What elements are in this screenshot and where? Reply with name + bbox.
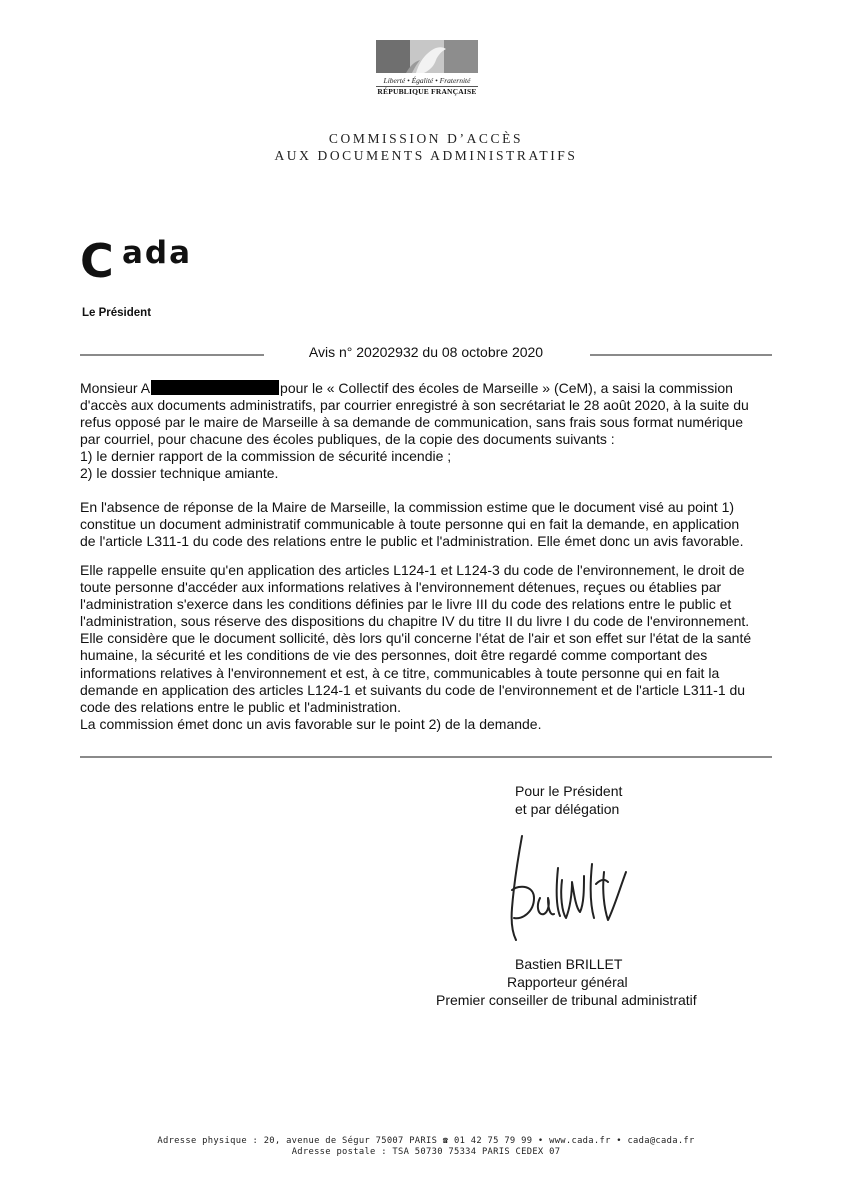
paragraph-2-line: constitue un document administratif communicable à toute personne qui en fait la demande, en application [80, 516, 740, 533]
paragraph-1-line: d'accès aux documents administratifs, par courrier enregistré à son secrétariat le 28 août 2020, à la suite du [80, 397, 749, 414]
footer-postal-address: Adresse postale : TSA 50730 75334 PARIS CEDEX 07 [291, 1147, 561, 1157]
heading-rule-left [80, 354, 264, 356]
list-item-2: 2) le dossier technique amiante. [80, 465, 279, 482]
handwritten-signature [500, 828, 650, 948]
footer-address [0, 1136, 852, 1158]
marianne-flag-icon [376, 40, 478, 73]
sender-role: Le Président [82, 307, 152, 319]
paragraph-3-line: La commission émet donc un avis favorable sur le point 2) de la demande. [80, 715, 542, 732]
heading-rule-right [590, 354, 772, 356]
paragraph-3-line: code des relations entre le public et l'administration. [80, 698, 401, 715]
paragraph-1-line-1-rest: pour le « Collectif des écoles de Marseille » (CeM), a saisi la commission [280, 380, 733, 396]
redaction-bar [151, 380, 279, 395]
signatory-grade: Premier conseiller de tribunal administratif [436, 992, 697, 1008]
paragraph-3-line: informations relatives à l'environnement et est, à ce titre, communicables à toute personne qui en fait la [80, 664, 720, 681]
paragraph-1-line: refus opposé par le maire de Marseille à sa demande de communication, sans frais sous format numérique [80, 414, 743, 431]
signatory-title: Rapporteur général [507, 974, 628, 990]
paragraph-1-line: par courriel, pour chacune des écoles publiques, de la copie des documents suivants : [80, 431, 615, 448]
delegation-line-2: et par délégation [515, 801, 620, 817]
delegation-line-1: Pour le Président [515, 783, 623, 799]
signatory-name: Bastien BRILLET [515, 956, 623, 972]
closing-rule [80, 756, 772, 758]
paragraph-1-line-1 [80, 380, 772, 397]
paragraph-3-line: l'administration s'exerce dans les conditions définies par le livre III du code des relations entre le public et [80, 596, 732, 613]
commission-name [0, 130, 852, 164]
paragraph-3-line: Elle rappelle ensuite qu'en application des articles L124-1 et L124-3 du code de l'environnement, le droit de [80, 562, 745, 578]
republic-name: RÉPUBLIQUE FRANÇAISE [377, 87, 477, 96]
commission-line-2: AUX DOCUMENTS ADMINISTRATIFS [274, 148, 578, 163]
list-item-1: 1) le dernier rapport de la commission de sécurité incendie ; [80, 448, 452, 465]
cada-logo-initial: C [80, 234, 114, 288]
paragraph-3 [80, 562, 772, 733]
avis-title: Avis n° 20202932 du 08 octobre 2020 [308, 344, 544, 360]
paragraph-3-line: Elle considère que le document sollicité, dès lors qu'il concerne l'état de l'air et son effet sur l'état de la santé [80, 630, 752, 647]
commission-line-1: COMMISSION D’ACCÈS [328, 131, 524, 146]
paragraph-3-line: l'administration, sous réserve des dispositions du chapitre IV du titre II du livre I du code de l'environnement. [80, 613, 750, 630]
paragraph-2-line: de l'article L311-1 du code des relations entre le public et l'administration. Elle émet donc un avis favorable. [80, 533, 744, 550]
footer-physical-address: Adresse physique : 20, avenue de Ségur 75007 PARIS ☎ 01 42 75 79 99 • www.cada.fr • cada@cada.fr [157, 1136, 695, 1146]
salutation: Monsieur A [80, 380, 151, 396]
paragraph-2 [80, 499, 772, 550]
paragraph-2-line: En l'absence de réponse de la Maire de Marseille, la commission estime que le document visé au point 1) [80, 499, 735, 515]
paragraph-3-line: demande en application des articles L124-1 et suivants du code de l'environnement et de l'article L311-1 du [80, 681, 746, 698]
paragraph-3-line: humaine, la sécurité et les conditions de vie des personnes, doit être regardé comme comportant des [80, 647, 708, 664]
paragraph-1 [80, 380, 772, 483]
cada-logo-rest: ada [122, 235, 193, 271]
paragraph-3-line: toute personne d'accéder aux informations relatives à l'environnement détenues, reçues ou établies par [80, 579, 722, 596]
republic-motto: Liberté • Égalité • Fraternité [383, 76, 471, 85]
republique-francaise-logo [376, 40, 478, 100]
